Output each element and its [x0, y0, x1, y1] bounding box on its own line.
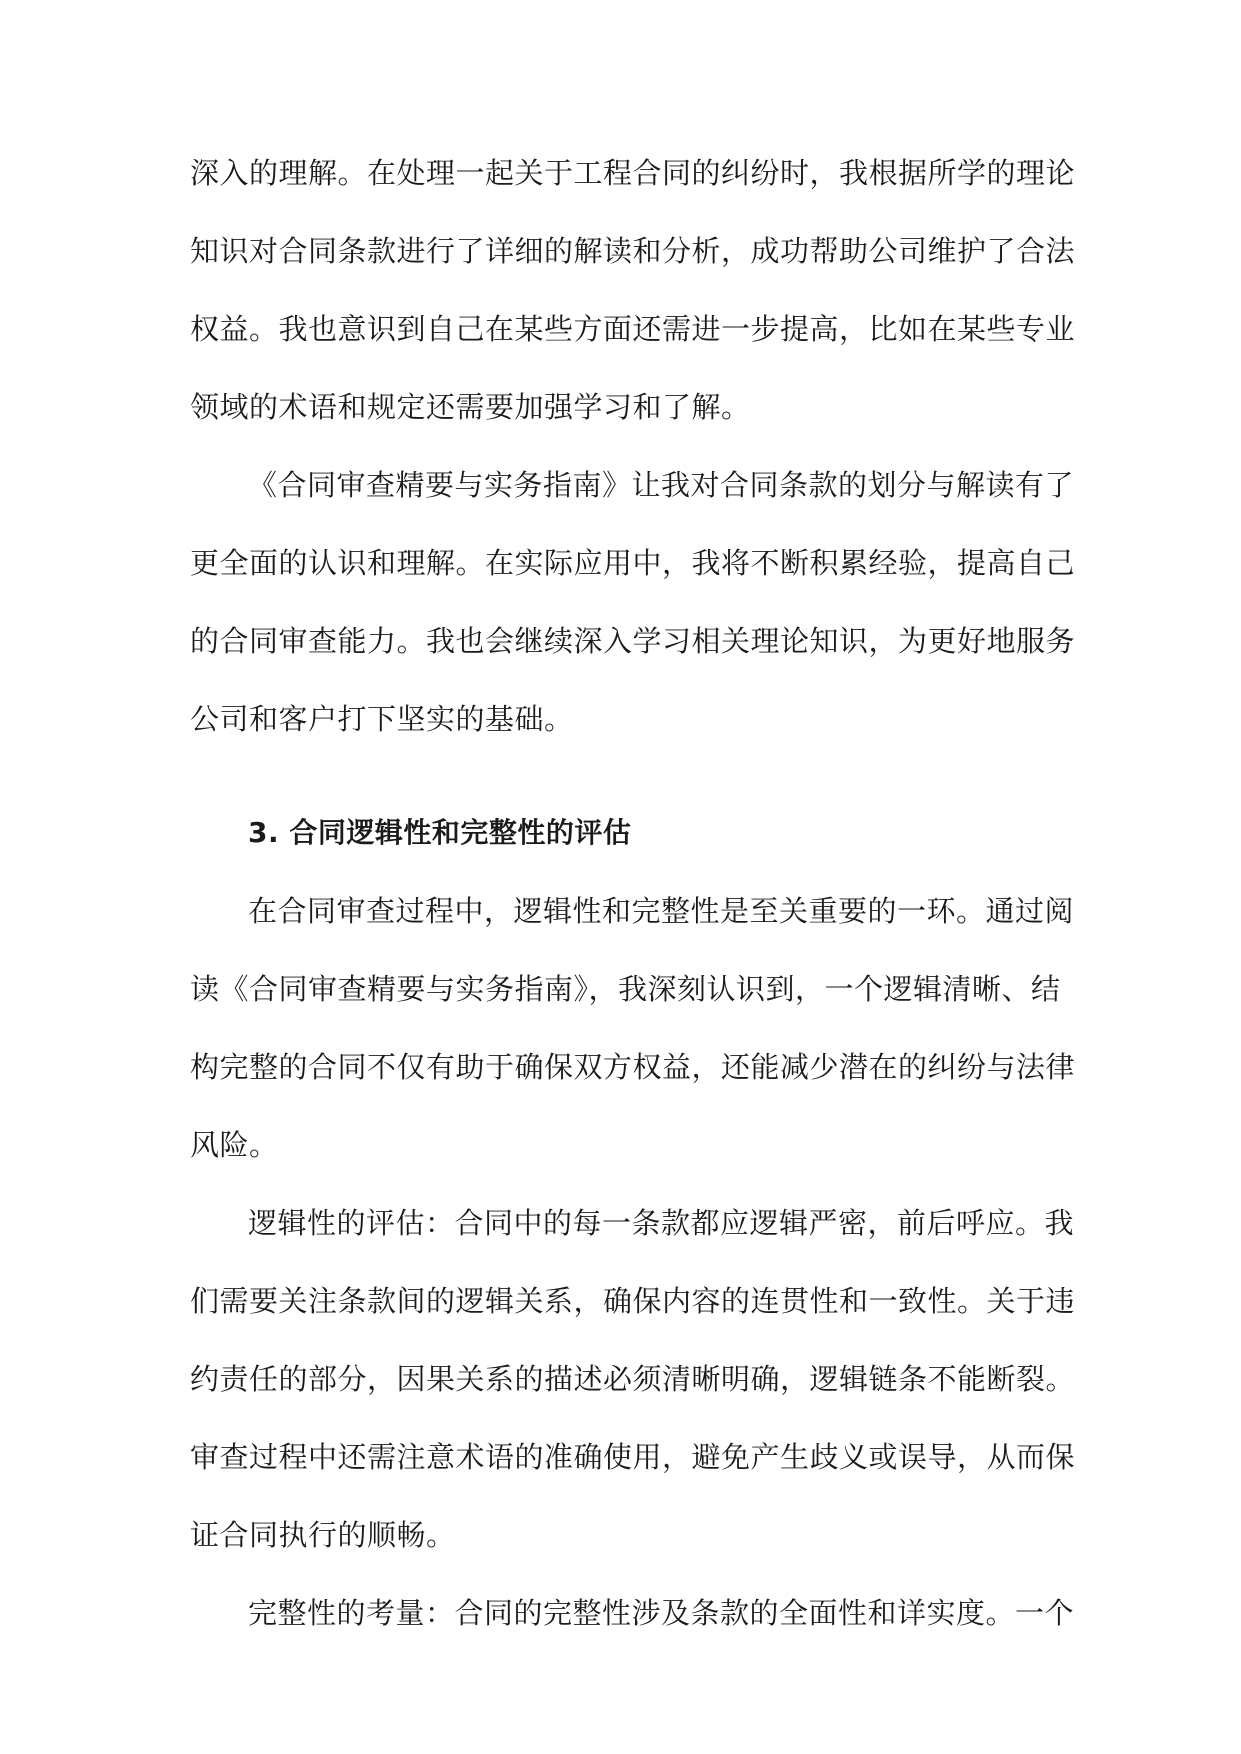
paragraph	[190, 1184, 1076, 1574]
text-line: 更全面的认识和理解。在实际应用中，我将不断积累经验，提高自己	[190, 546, 1076, 580]
document-body	[190, 134, 1076, 1652]
paragraph-continuation	[190, 134, 1076, 446]
text-line: 构完整的合同不仅有助于确保双方权益，还能减少潜在的纠纷与法律	[190, 1050, 1076, 1084]
text-line: 们需要关注条款间的逻辑关系，确保内容的连贯性和一致性。关于违	[190, 1284, 1076, 1318]
text-line: 逻辑性的评估：合同中的每一条款都应逻辑严密，前后呼应。我	[248, 1206, 1075, 1240]
text-line: 风险。	[190, 1128, 279, 1162]
section-heading: 3. 合同逻辑性和完整性的评估	[248, 816, 632, 849]
text-line: 领域的术语和规定还需要加强学习和了解。	[190, 390, 751, 424]
text-line: 在合同审查过程中，逻辑性和完整性是至关重要的一环。通过阅	[248, 894, 1075, 928]
paragraph	[190, 446, 1076, 758]
text-line: 深入的理解。在处理一起关于工程合同的纠纷时，我根据所学的理论	[190, 156, 1076, 190]
paragraph	[190, 1574, 1075, 1652]
text-line: 审查过程中还需注意术语的准确使用，避免产生歧义或误导，从而保	[190, 1440, 1076, 1474]
spacer	[190, 758, 1060, 794]
text-line: 读《合同审查精要与实务指南》，我深刻认识到，一个逻辑清晰、结	[190, 972, 1061, 1006]
text-line: 约责任的部分，因果关系的描述必须清晰明确，逻辑链条不能断裂。	[190, 1362, 1076, 1396]
text-line: 知识对合同条款进行了详细的解读和分析，成功帮助公司维护了合法	[190, 234, 1076, 268]
text-line: 证合同执行的顺畅。	[190, 1518, 456, 1552]
text-line: 公司和客户打下坚实的基础。	[190, 702, 574, 736]
paragraph	[190, 872, 1076, 1184]
text-line: 权益。我也意识到自己在某些方面还需进一步提高，比如在某些专业	[190, 312, 1076, 346]
text-line: 完整性的考量：合同的完整性涉及条款的全面性和详实度。一个	[248, 1596, 1075, 1630]
text-line: 《合同审查精要与实务指南》让我对合同条款的划分与解读有了	[248, 468, 1075, 502]
text-line: 的合同审查能力。我也会继续深入学习相关理论知识，为更好地服务	[190, 624, 1076, 658]
